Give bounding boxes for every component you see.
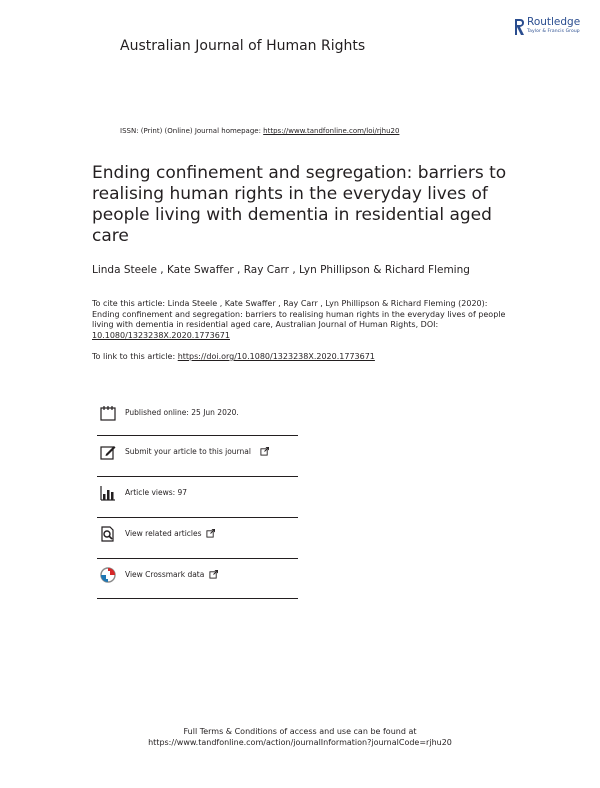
- divider: [97, 558, 298, 559]
- journal-title: Australian Journal of Human Rights: [120, 38, 366, 54]
- article-authors: Linda Steele , Kate Swaffer , Ray Carr , Lyn Phillipson & Richard Fleming: [92, 264, 470, 276]
- divider: [97, 435, 298, 436]
- submit-article-link[interactable]: Submit your article to this journal: [125, 447, 251, 456]
- journal-homepage-link[interactable]: https://www.tandfonline.com/loi/rjhu20: [263, 127, 400, 135]
- divider: [97, 476, 298, 477]
- issn-label: ISSN: (Print) (Online) Journal homepage:: [120, 127, 264, 135]
- footer-terms-link[interactable]: https://www.tandfonline.com/action/journalInformation?journalCode=rjhu20: [148, 738, 452, 747]
- edit-icon: [100, 444, 116, 460]
- divider: [97, 598, 298, 599]
- article-views: Article views: 97: [125, 488, 188, 497]
- crossmark-icon: [100, 567, 116, 583]
- divider: [97, 517, 298, 518]
- link-label: To link to this article:: [92, 352, 178, 361]
- publisher-name: Routledge: [527, 16, 581, 28]
- submit-row[interactable]: [97, 444, 298, 484]
- external-link-icon: [260, 447, 269, 456]
- citation-block: [92, 299, 507, 341]
- published-date: Published online: 25 Jun 2020.: [125, 408, 239, 417]
- search-document-icon: [100, 526, 116, 542]
- view-related-articles-link[interactable]: View related articles: [125, 529, 202, 538]
- article-doi-link[interactable]: https://doi.org/10.1080/1323238X.2020.1773671: [177, 352, 375, 361]
- citation-text: Linda Steele , Kate Swaffer , Ray Carr , Lyn Phillipson & Richard Fleming (2020): Ending confinement and segregation: barriers to realising human rights in the everyday lives of people living with dementia in residential aged care, Australian Journal of Human Rights, DOI:: [92, 299, 506, 329]
- footer: [0, 726, 600, 748]
- view-crossmark-link[interactable]: View Crossmark data: [125, 570, 205, 579]
- issn-line: [120, 127, 399, 135]
- external-link-icon: [206, 529, 215, 538]
- footer-terms-text: Full Terms & Conditions of access and use can be found at: [183, 727, 417, 736]
- bar-chart-icon: [100, 485, 116, 501]
- citation-doi-link[interactable]: 10.1080/1323238X.2020.1773671: [92, 330, 230, 340]
- article-title: Ending confinement and segregation: barriers to realising human rights in the everyday lives of people living with dementia in residential aged care: [92, 163, 507, 246]
- article-link-line: [92, 352, 375, 361]
- related-row[interactable]: [97, 526, 298, 566]
- publisher-logo: [512, 16, 592, 40]
- routledge-logo-icon: [512, 17, 526, 37]
- calendar-icon: [100, 405, 116, 421]
- views-row: [97, 485, 298, 525]
- citation-label: To cite this article:: [92, 299, 166, 308]
- external-link-icon: [209, 570, 218, 579]
- published-row: [97, 405, 298, 445]
- publisher-sub: Taylor & Francis Group: [527, 29, 580, 34]
- crossmark-row[interactable]: [97, 567, 298, 607]
